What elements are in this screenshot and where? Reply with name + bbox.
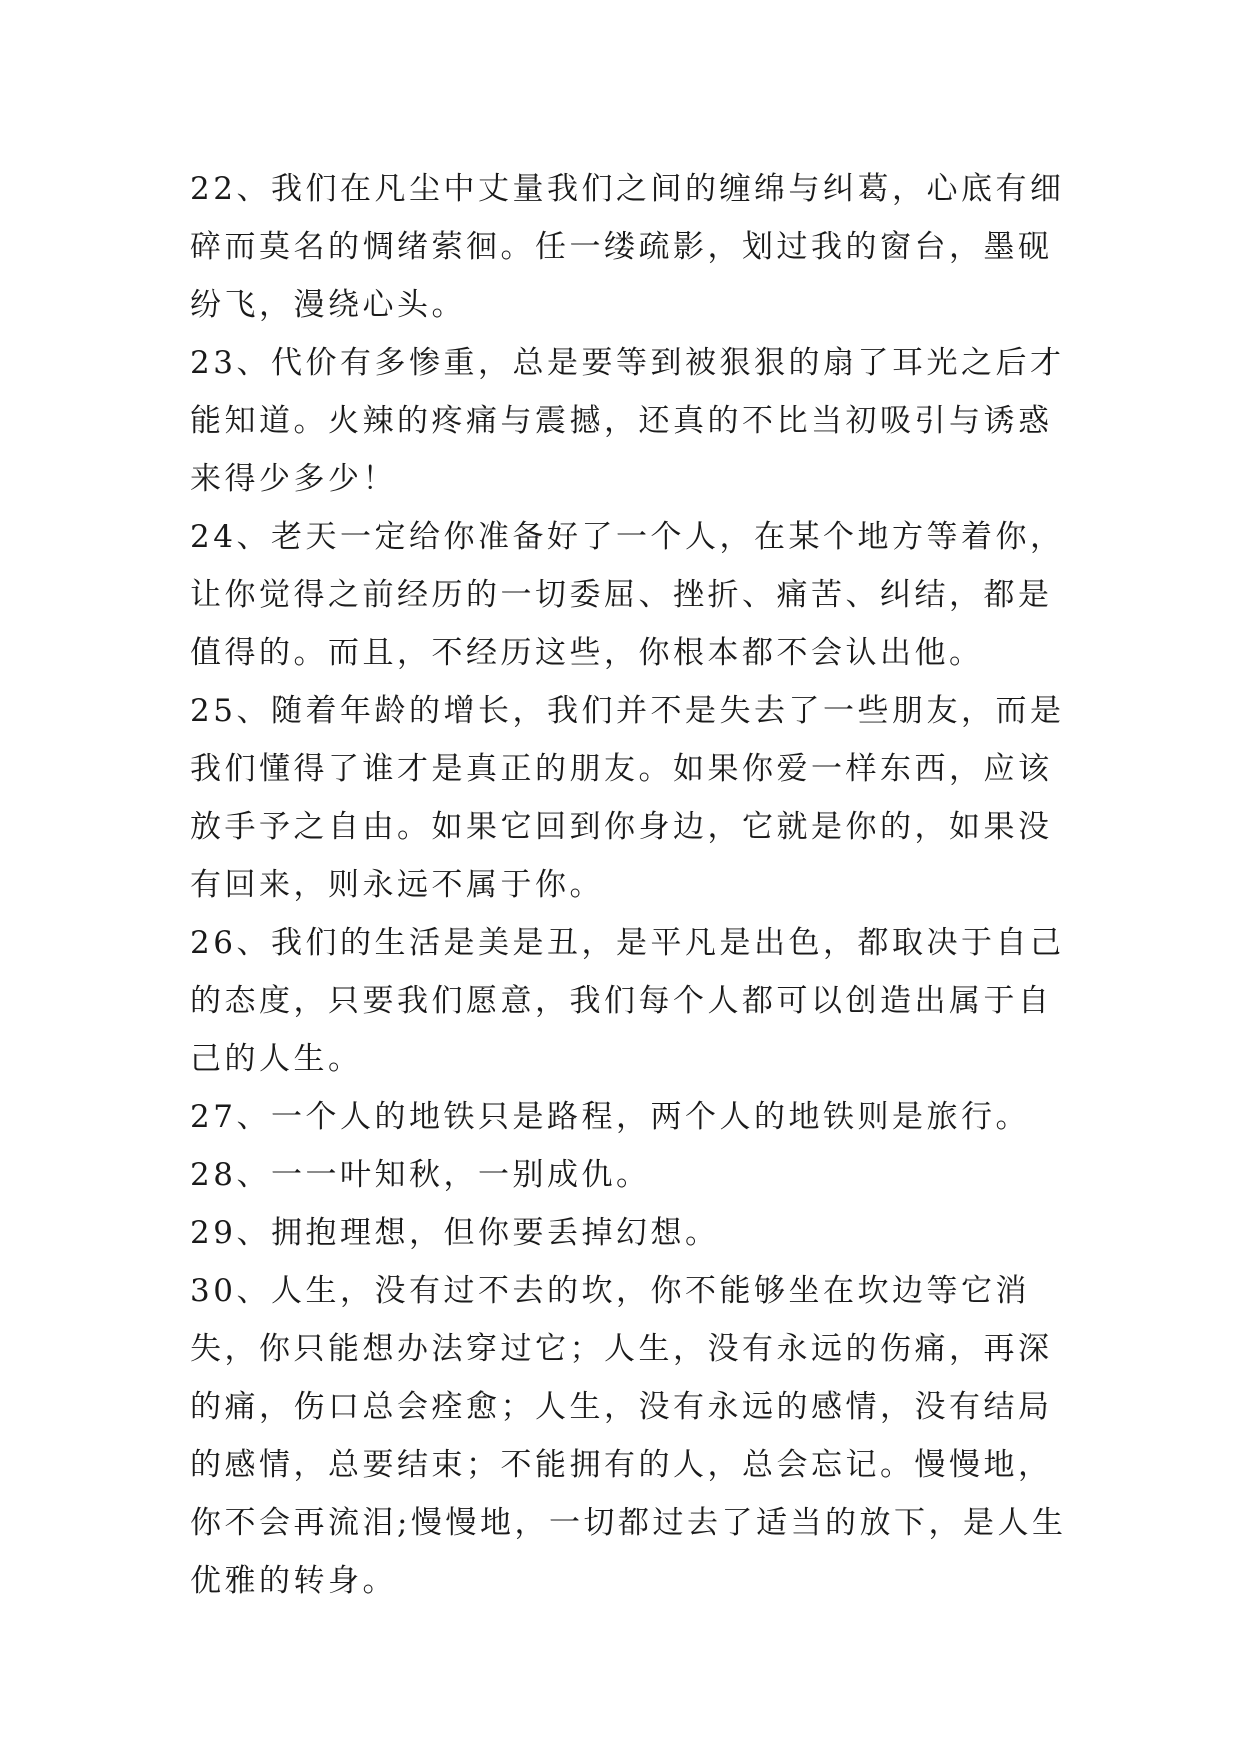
paragraph-23: 23、代价有多惨重，总是要等到被狠狠的扇了耳光之后才能知道。火辣的疼痛与震撼，还真的不比当初吸引与诱惑来得少多少！ [190, 345, 1065, 497]
paragraph-28: 28、一一叶知秋，一别成仇。 [190, 1157, 651, 1193]
paragraph-29: 29、拥抱理想，但你要丢掉幻想。 [190, 1215, 720, 1251]
paragraph-24: 24、老天一定给你准备好了一个人，在某个地方等着你，让你觉得之前经历的一切委屈、挫折、痛苦、纠结，都是值得的。而且，不经历这些，你根本都不会认出他。 [190, 519, 1065, 671]
paragraph-30: 30、人生，没有过不去的坎，你不能够坐在坎边等它消失，你只能想办法穿过它；人生，没有永远的伤痛，再深的痛，伤口总会痊愈；人生，没有永远的感情，没有结局的感情，总要结束；不能拥有的人，总会忘记。慢慢地，你不会再流泪;慢慢地，一切都过去了适当的放下，是人生优雅的转身。 [190, 1273, 1067, 1599]
paragraph-27: 27、一个人的地铁只是路程，两个人的地铁则是旅行。 [190, 1099, 1030, 1135]
paragraph-22: 22、我们在凡尘中丈量我们之间的缠绵与纠葛，心底有细碎而莫名的惆绪萦徊。任一缕疏影，划过我的窗台，墨砚纷飞，漫绕心头。 [190, 171, 1065, 323]
paragraph-25: 25、随着年龄的增长，我们并不是失去了一些朋友，而是我们懂得了谁才是真正的朋友。如果你爱一样东西，应该放手予之自由。如果它回到你身边，它就是你的，如果没有回来，则永远不属于你。 [190, 693, 1065, 903]
document-body [190, 160, 1070, 1610]
paragraph-26: 26、我们的生活是美是丑，是平凡是出色，都取决于自己的态度，只要我们愿意，我们每个人都可以创造出属于自己的人生。 [190, 925, 1065, 1077]
